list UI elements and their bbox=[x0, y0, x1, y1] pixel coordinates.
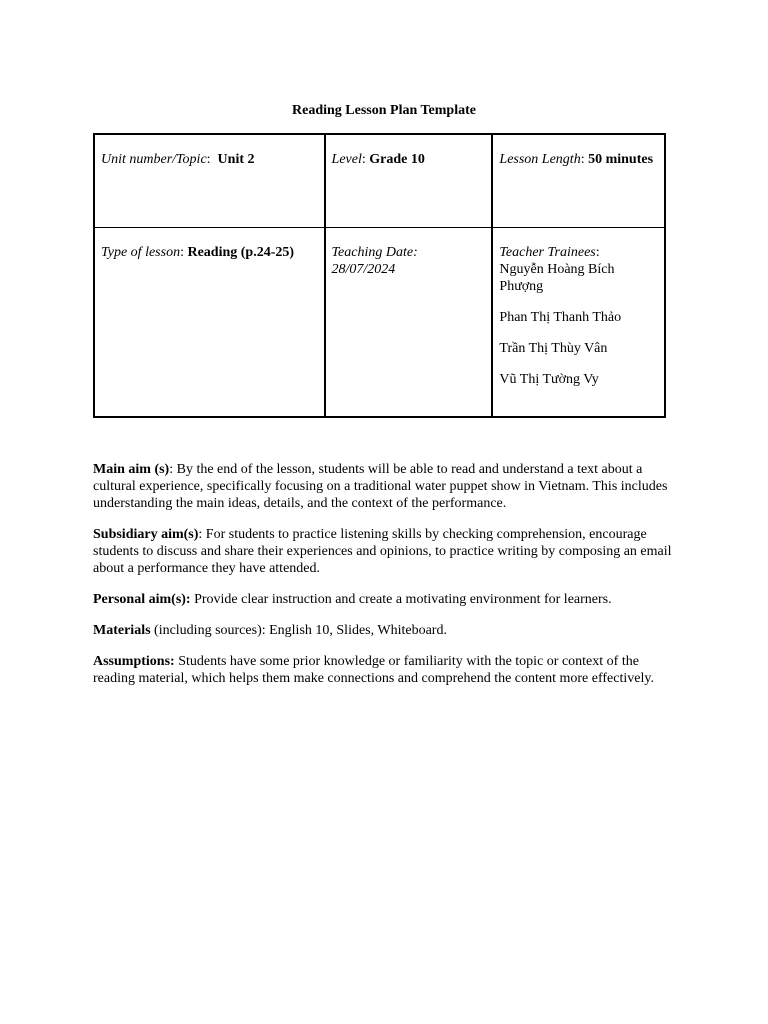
level-label: Level bbox=[331, 152, 362, 167]
lesson-aims-section bbox=[93, 461, 683, 701]
materials-label: Materials bbox=[93, 623, 151, 638]
subsidiary-aim-text: : For students to practice listening skills by checking comprehension, encourage students to discuss and share their experiences and opinions, to practice writing by composing an email about a performance they have attended. bbox=[93, 527, 672, 576]
teaching-date-cell bbox=[325, 228, 493, 418]
materials-text: (including sources): English 10, Slides, Whiteboard. bbox=[150, 623, 447, 638]
teacher-trainees-separator: : bbox=[595, 245, 600, 260]
trainee-name: Phan Thị Thanh Thảo bbox=[499, 310, 622, 325]
assumptions-text: Students have some prior knowledge or familiarity with the topic or context of the reading material, which helps them make connections and comprehend the content more effectively. bbox=[93, 654, 654, 686]
level-cell bbox=[325, 134, 493, 228]
level-separator: : bbox=[361, 152, 370, 167]
lesson-info-table bbox=[93, 133, 666, 418]
lesson-type-value: Reading (p.24-25) bbox=[187, 245, 295, 260]
teacher-trainees-cell bbox=[492, 228, 665, 418]
unit-cell bbox=[94, 134, 325, 228]
personal-aim-text: Provide clear instruction and create a motivating environment for learners. bbox=[190, 592, 612, 607]
assumptions-paragraph bbox=[93, 653, 683, 687]
main-aim-label: Main aim (s) bbox=[93, 462, 170, 477]
lesson-length-value: 50 minutes bbox=[588, 152, 654, 167]
trainee-name: Vũ Thị Tường Vy bbox=[499, 372, 599, 387]
materials-paragraph bbox=[93, 622, 683, 639]
trainee-name: Trần Thị Thùy Vân bbox=[499, 341, 608, 356]
level-value: Grade 10 bbox=[369, 152, 425, 167]
unit-label: Unit number/Topic bbox=[101, 152, 207, 167]
subsidiary-aim-label: Subsidiary aim(s) bbox=[93, 527, 199, 542]
teaching-date-label: Teaching Date: bbox=[331, 245, 418, 260]
lesson-type-label: Type of lesson bbox=[101, 245, 181, 260]
assumptions-label: Assumptions: bbox=[93, 654, 175, 669]
teacher-trainees-label: Teacher Trainees bbox=[499, 245, 596, 260]
unit-value: Unit 2 bbox=[217, 152, 255, 167]
main-aim-paragraph bbox=[93, 461, 683, 512]
personal-aim-label: Personal aim(s): bbox=[93, 592, 191, 607]
lesson-type-cell bbox=[94, 228, 325, 418]
lesson-length-separator: : bbox=[580, 152, 589, 167]
personal-aim-paragraph bbox=[93, 591, 683, 608]
table-row bbox=[94, 228, 665, 418]
teaching-date-value: 28/07/2024 bbox=[331, 262, 396, 277]
document-title: Reading Lesson Plan Template bbox=[292, 103, 476, 118]
main-aim-text: : By the end of the lesson, students will be able to read and understand a text about a cultural experience, specifically focusing on a traditional water puppet show in Vietnam. This includes understanding the main ideas, details, and the context of the performance. bbox=[93, 462, 668, 511]
table-row bbox=[94, 134, 665, 228]
lesson-length-label: Lesson Length bbox=[499, 152, 581, 167]
lesson-length-cell bbox=[492, 134, 665, 228]
subsidiary-aim-paragraph bbox=[93, 526, 683, 577]
trainee-name: Nguyễn Hoàng Bích Phượng bbox=[499, 262, 615, 294]
unit-separator: : bbox=[206, 152, 218, 167]
lesson-type-separator: : bbox=[180, 245, 188, 260]
